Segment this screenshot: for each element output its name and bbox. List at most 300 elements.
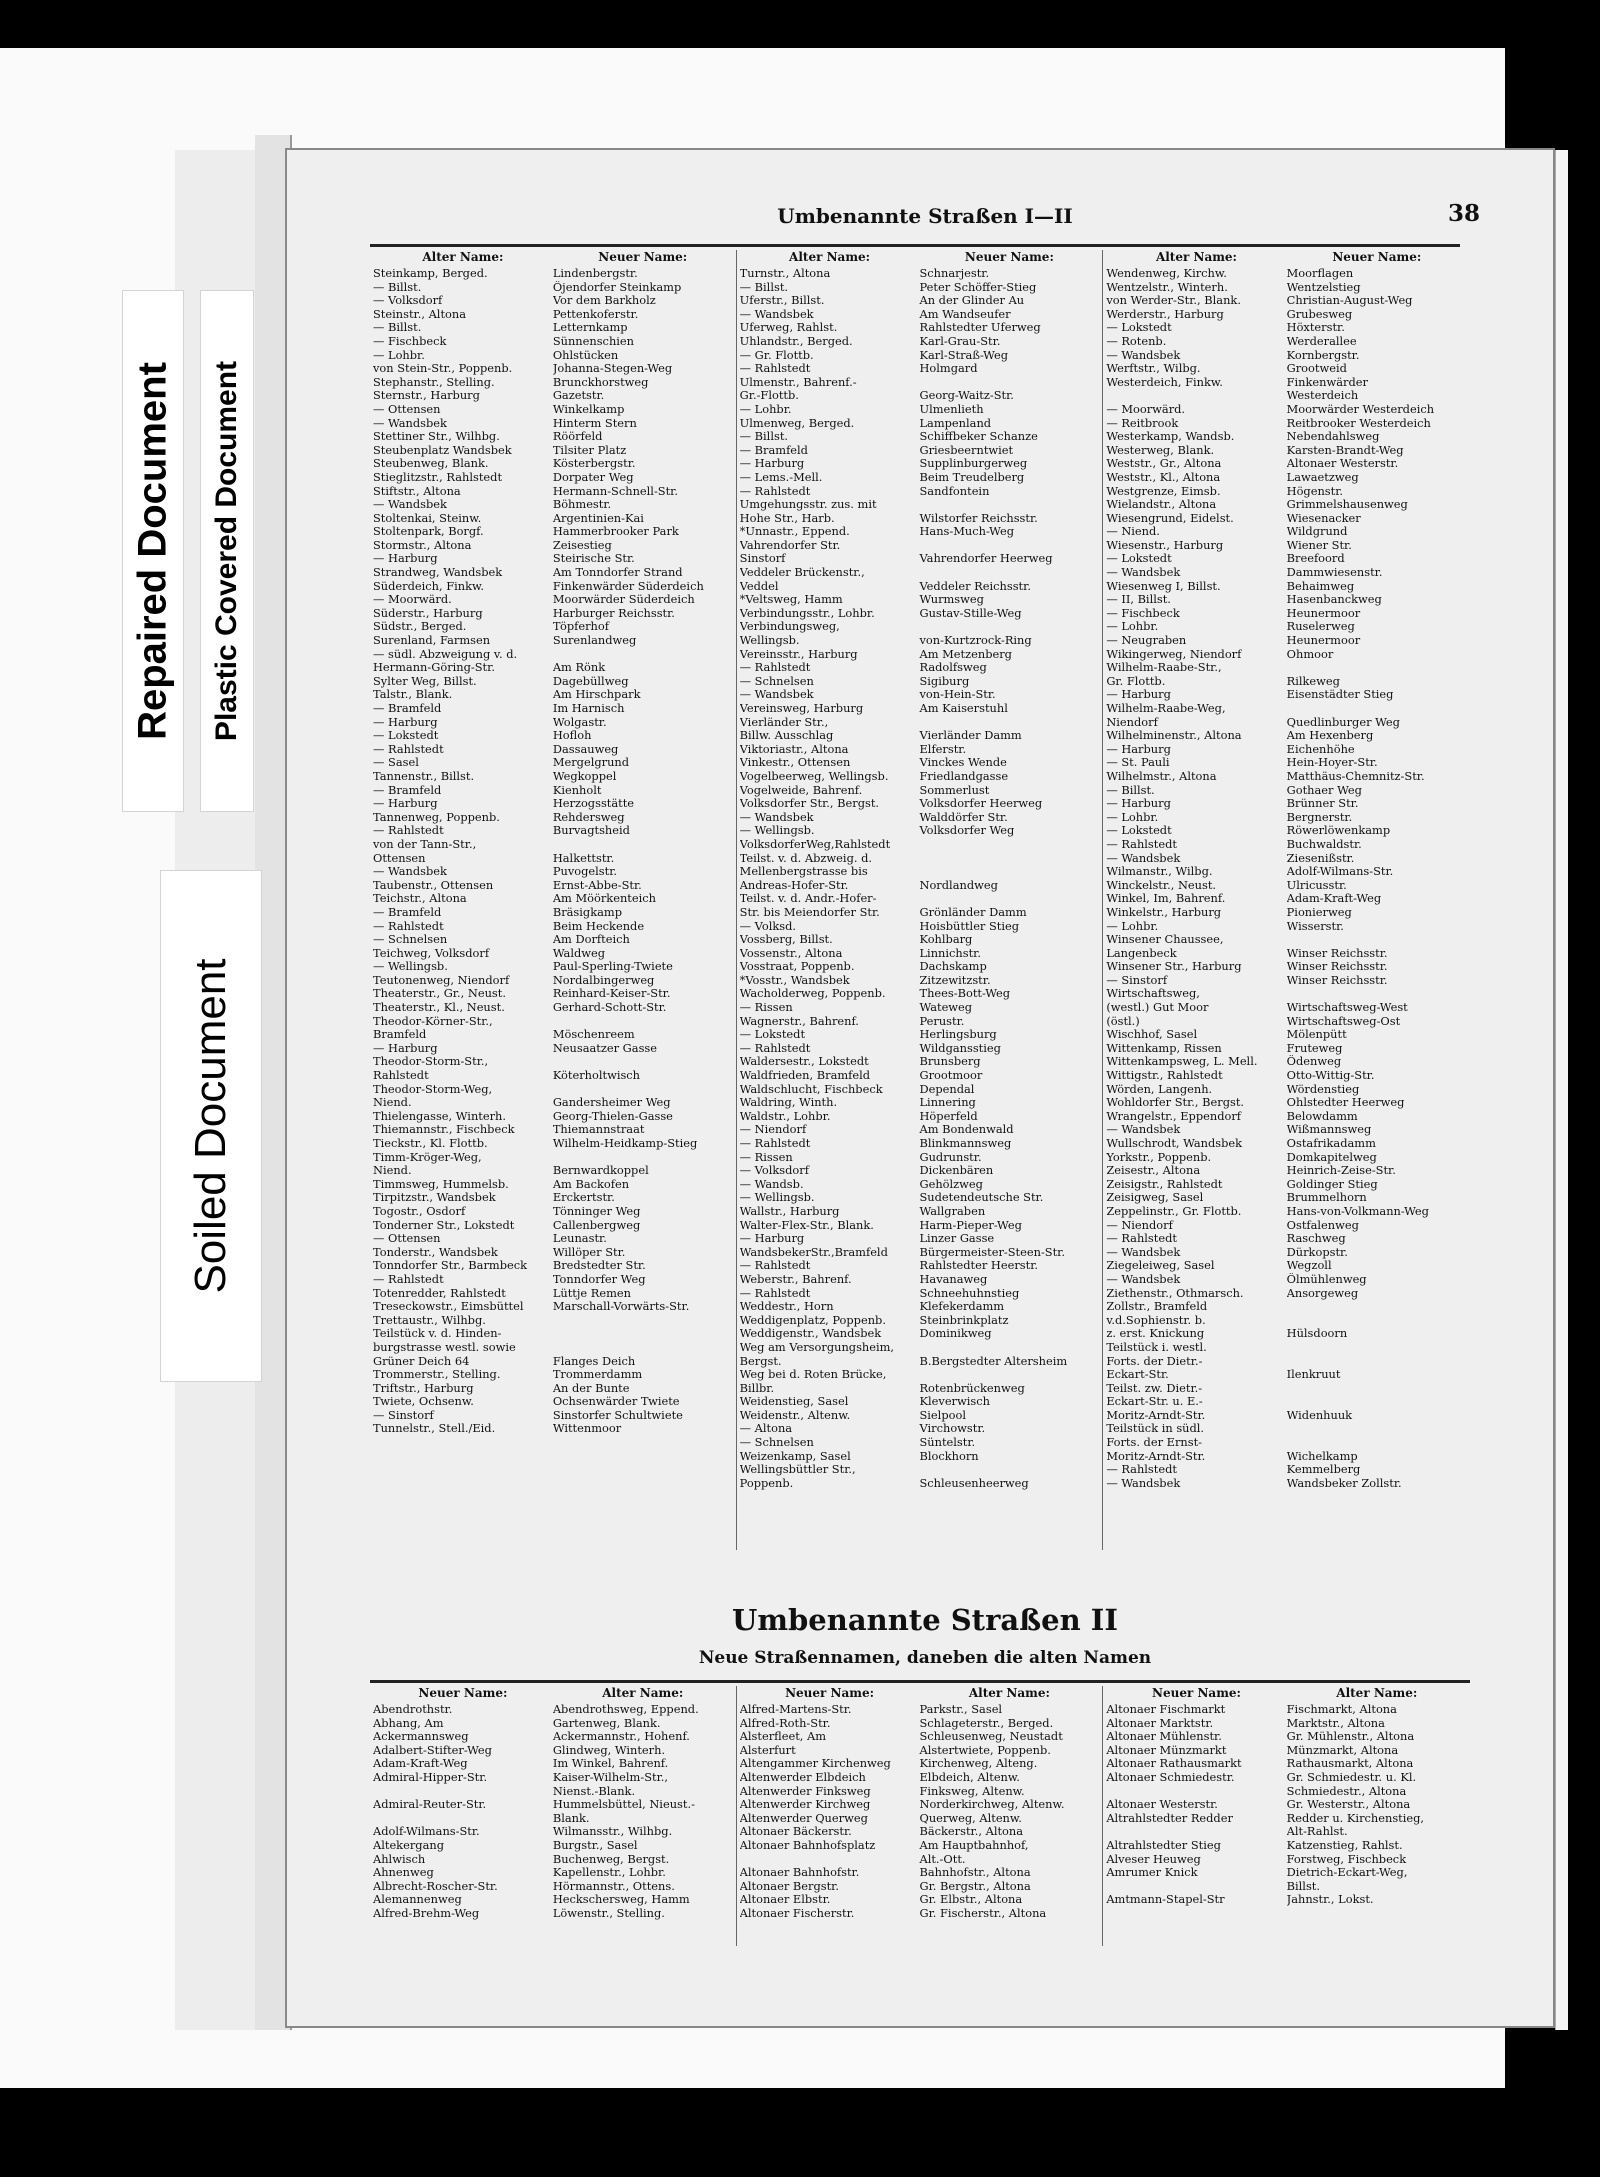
street-row <box>740 566 1100 580</box>
street-row <box>373 1382 733 1396</box>
street-name-first: Rahlstedt <box>373 1069 429 1083</box>
street-name-first: Wagnerstr., Bahrenf. <box>739 1014 859 1028</box>
street-row <box>1106 1355 1467 1369</box>
street-name-first: — Rissen <box>739 1150 793 1164</box>
street-row <box>740 1771 1100 1785</box>
street-row <box>740 702 1100 716</box>
street-row <box>373 1259 733 1273</box>
street-row <box>373 824 733 838</box>
street-name-second: Karl-Grau-Str. <box>919 334 1001 348</box>
street-name-second: Beim Treudelberg <box>919 470 1025 484</box>
street-row <box>373 1785 733 1799</box>
street-row <box>373 1015 733 1029</box>
street-name-second: Bräsigkamp <box>552 905 623 919</box>
street-name-first: *Unnastr., Eppend. <box>739 525 850 539</box>
street-name-second: Nienst.-Blank. <box>552 1784 636 1798</box>
street-name-first: Strandweg, Wandsbek <box>373 566 503 580</box>
street-name-first: Tunnelstr., Stell./Eid. <box>373 1422 496 1436</box>
street-name-first: WandsbekerStr.,Bramfeld <box>739 1245 888 1259</box>
street-row <box>740 457 1100 471</box>
street-row <box>373 580 733 594</box>
street-row <box>740 1327 1100 1341</box>
street-name-second <box>919 1463 1099 1477</box>
street-row <box>373 362 733 376</box>
street-name-first: — Altona <box>739 1422 793 1436</box>
street-row <box>373 987 733 1001</box>
street-name-second: Ödenweg <box>1286 1055 1342 1069</box>
street-name-second: Böhmestr. <box>552 498 612 512</box>
street-name-first: Wiesenstr., Harburg <box>1106 538 1224 552</box>
header-first: Alter Name: <box>422 250 504 264</box>
street-name-second: Wallgraben <box>919 1204 986 1218</box>
street-name-first: Waldschlucht, Fischbeck <box>739 1082 883 1096</box>
street-name-second: Wateweg <box>919 1001 973 1015</box>
street-name-first: Wikingerweg, Niendorf <box>1106 647 1242 661</box>
street-row <box>373 865 733 879</box>
street-row <box>1106 920 1467 934</box>
street-name-first: — Rissen <box>739 1001 793 1015</box>
street-name-second: Rahlstedter Heerstr. <box>919 1259 1039 1273</box>
street-name-first: Wrangelstr., Eppendorf <box>1106 1109 1242 1123</box>
street-row <box>1106 1463 1467 1477</box>
street-name-second: Erckertstr. <box>552 1191 615 1205</box>
street-name-first <box>1106 1785 1286 1799</box>
street-row <box>373 321 733 335</box>
street-row <box>373 716 733 730</box>
street-name-first: Weidenstieg, Sasel <box>739 1395 849 1409</box>
street-name-first: von Werder-Str., Blank. <box>1106 294 1241 308</box>
street-name-second: Löwenstr., Stelling. <box>552 1906 665 1920</box>
street-name-first: burgstrasse westl. sowie <box>373 1340 516 1354</box>
street-row <box>1106 1409 1467 1423</box>
street-row <box>740 838 1100 852</box>
street-name-second: Beim Heckende <box>552 919 645 933</box>
street-name-second: Brunckhorstweg <box>552 375 649 389</box>
street-name-first: — Rahlstedt <box>373 742 444 756</box>
street-name-first: Altenwerder Kirchweg <box>739 1798 871 1812</box>
street-row <box>1106 648 1467 662</box>
street-name-first: — Neugraben <box>1106 634 1187 648</box>
street-row <box>1106 281 1467 295</box>
street-row <box>373 1287 733 1301</box>
street-name-second: Gartenweg, Blank. <box>552 1716 661 1730</box>
street-name-first: — Lems.-Mell. <box>739 470 823 484</box>
street-row <box>373 675 733 689</box>
street-name-first: — Wandsbek <box>739 307 814 321</box>
street-name-first: Weizenkamp, Sasel <box>739 1449 851 1463</box>
street-name-first: — Schnelsen <box>373 933 448 947</box>
street-row <box>740 321 1100 335</box>
street-name-first: — Bramfeld <box>373 702 442 715</box>
street-row <box>740 1069 1100 1083</box>
street-name-first: Wiesenweg I, Billst. <box>1106 579 1221 593</box>
street-name-second <box>553 648 733 662</box>
street-name-second: Nordlandweg <box>919 878 998 892</box>
street-name-second: Wegzoll <box>1286 1259 1332 1273</box>
street-name-first: (westl.) Gut Moor <box>1106 1001 1209 1015</box>
street-name-second <box>1287 1355 1467 1369</box>
street-row <box>740 1110 1100 1124</box>
street-name-second <box>1287 933 1467 947</box>
street-name-first: Stormstr., Altona <box>373 538 472 552</box>
street-name-second: Grönländer Damm <box>919 905 1027 919</box>
street-row <box>1106 892 1467 906</box>
street-row <box>1106 865 1467 879</box>
street-name-first: — Harburg <box>1106 742 1171 756</box>
street-row <box>740 1853 1100 1867</box>
street-name-second <box>1287 1422 1467 1436</box>
street-row <box>740 593 1100 607</box>
street-name-second: Rehdersweg <box>552 810 625 824</box>
street-name-first <box>740 1853 920 1867</box>
street-name-second: Am Kaiserstuhl <box>919 702 1008 715</box>
street-name-first: *Veltsweg, Hamm <box>739 593 843 607</box>
column-2 <box>737 1686 1104 1946</box>
street-row <box>740 1042 1100 1056</box>
street-name-first: Altonaer Bahnhofstr. <box>739 1866 860 1880</box>
street-name-first: — Wellingsb. <box>739 824 815 838</box>
street-row <box>373 593 733 607</box>
street-name-first: Weddigenplatz, Poppenb. <box>739 1313 886 1327</box>
street-name-second: Parkstr., Sasel <box>919 1703 1003 1716</box>
street-name-first: — Wandsbek <box>739 810 814 824</box>
street-name-second <box>919 566 1099 580</box>
street-name-first: Sylter Weg, Billst. <box>373 674 477 688</box>
street-name-second: Rotenbrückenweg <box>919 1381 1025 1395</box>
street-name-first: Wilhelm-Raabe-Str., <box>1106 661 1222 675</box>
street-name-first: Wendenweg, Kirchw. <box>1106 267 1227 280</box>
street-name-first: Westerweg, Blank. <box>1106 443 1215 457</box>
street-name-second: Ostafrikadamm <box>1286 1137 1376 1150</box>
street-name-second: Gr. Westerstr., Altona <box>1286 1798 1411 1812</box>
street-row <box>373 498 733 512</box>
street-name-first: — Fischbeck <box>1106 606 1180 620</box>
street-row <box>373 729 733 743</box>
street-name-first: Winckelstr., Neust. <box>1106 878 1217 892</box>
street-name-first: Grüner Deich 64 <box>373 1354 470 1368</box>
street-name-second <box>919 539 1099 553</box>
street-name-first: Forts. der Ernst- <box>1106 1436 1203 1450</box>
street-name-first: Altonaer Marktstr. <box>1106 1716 1214 1730</box>
street-name-second: Tonndorfer Weg <box>552 1272 646 1286</box>
street-row <box>1106 580 1467 594</box>
street-name-second: Virchowstr. <box>919 1422 986 1436</box>
street-name-first: Steinkamp, Berged. <box>373 267 488 280</box>
street-name-first: Sternstr., Harburg <box>373 389 480 403</box>
street-name-first: von der Tann-Str., <box>373 837 477 851</box>
street-name-first: Trommerstr., Stelling. <box>373 1368 501 1382</box>
street-row <box>1106 756 1467 770</box>
street-name-second: Argentinien-Kai <box>552 511 644 525</box>
street-name-first: Uferstr., Billst. <box>739 294 825 308</box>
street-row <box>740 688 1100 702</box>
header-first: Neuer Name: <box>785 1686 875 1700</box>
street-row <box>1106 1866 1467 1880</box>
street-row <box>373 539 733 553</box>
street-name-first: — Lokstedt <box>1106 824 1172 838</box>
street-name-first: — Lokstedt <box>1106 321 1172 335</box>
street-row <box>373 620 733 634</box>
street-name-second: Hinterm Stern <box>552 416 637 430</box>
street-name-second: Westerdeich <box>1286 389 1359 403</box>
street-name-first: (östl.) <box>1106 1014 1140 1028</box>
street-name-second: Dorpater Weg <box>552 470 634 484</box>
street-row <box>740 811 1100 825</box>
street-name-second: Forstweg, Fischbeck <box>1286 1852 1407 1866</box>
header-first: Alter Name: <box>789 250 871 264</box>
street-row <box>373 1798 733 1812</box>
street-row <box>1106 1191 1467 1205</box>
street-row <box>373 1137 733 1151</box>
street-name-first: — Harburg <box>373 552 438 566</box>
street-row <box>740 1812 1100 1826</box>
street-name-first: Wilhelm-Raabe-Weg, <box>1106 702 1226 715</box>
street-name-second: Georg-Thielen-Gasse <box>552 1109 673 1123</box>
street-name-second: Moorflagen <box>1286 267 1354 280</box>
street-row <box>373 702 733 716</box>
street-name-first: Tirpitzstr., Wandsbek <box>373 1191 496 1205</box>
street-name-first: Weg bei d. Roten Brücke, <box>739 1368 887 1382</box>
street-name-second: Gerhard-Schott-Str. <box>552 1001 667 1015</box>
street-row <box>740 1893 1100 1907</box>
street-row <box>1106 308 1467 322</box>
street-name-second: Gudrunstr. <box>919 1150 982 1164</box>
street-name-second: Lampenland <box>919 416 992 430</box>
street-name-first: Waldersestr., Lokstedt <box>739 1055 869 1069</box>
street-name-second: Quedlinburger Weg <box>1286 715 1400 729</box>
street-row <box>373 335 733 349</box>
street-row <box>740 1300 1100 1314</box>
street-row <box>740 1083 1100 1097</box>
street-row <box>1106 702 1467 716</box>
street-row <box>1106 444 1467 458</box>
street-row <box>373 1825 733 1839</box>
street-name-first: — Rahlstedt <box>739 1286 811 1300</box>
column-header <box>740 1686 1100 1700</box>
street-row <box>1106 1853 1467 1867</box>
street-name-second: Friedlandgasse <box>919 769 1009 783</box>
street-name-first: Surenland, Farmsen <box>373 634 491 648</box>
street-name-first: Twiete, Ochsenw. <box>373 1395 474 1409</box>
street-row <box>1106 1477 1467 1491</box>
street-name-second: Mölenpütt <box>1286 1028 1347 1042</box>
street-name-second: Wolgastr. <box>552 715 607 729</box>
street-name-second: Herzogsstätte <box>552 797 635 811</box>
street-row <box>1106 852 1467 866</box>
street-row <box>740 1151 1100 1165</box>
street-row <box>740 1028 1100 1042</box>
street-name-first: — Lohbr. <box>373 348 425 362</box>
street-name-first <box>1106 389 1286 403</box>
street-row <box>740 824 1100 838</box>
street-row <box>740 267 1100 281</box>
street-name-second: Ackermannstr., Hohenf. <box>552 1730 690 1744</box>
street-row <box>740 1703 1100 1717</box>
street-name-second: Wurmsweg <box>919 593 984 607</box>
street-name-first: — II, Billst. <box>1106 593 1171 607</box>
street-name-second: Gazetstr. <box>552 389 605 403</box>
street-row <box>373 1219 733 1233</box>
street-name-second <box>1287 1382 1467 1396</box>
street-row <box>373 389 733 403</box>
street-row <box>1106 566 1467 580</box>
street-row <box>373 281 733 295</box>
street-name-first: Winkelstr., Harburg <box>1106 905 1222 919</box>
street-name-first: — Wandsbek <box>1106 851 1181 865</box>
street-row <box>740 1409 1100 1423</box>
street-row <box>740 1259 1100 1273</box>
street-row <box>373 770 733 784</box>
street-name-first: Weststr., Gr., Altona <box>1106 457 1222 471</box>
street-name-second <box>919 498 1099 512</box>
street-name-first: Altonaer Elbstr. <box>739 1893 831 1907</box>
column-3 <box>1103 250 1470 1550</box>
street-row <box>1106 879 1467 893</box>
street-name-first: Uferweg, Rahlst. <box>739 321 838 335</box>
street-row <box>373 906 733 920</box>
street-row <box>1106 974 1467 988</box>
street-name-first: — Rahlstedt <box>373 919 444 933</box>
street-row <box>740 294 1100 308</box>
street-row <box>1106 960 1467 974</box>
street-row <box>1106 729 1467 743</box>
street-name-first: Vosstraat, Poppenb. <box>739 960 855 974</box>
street-name-second: Grubesweg <box>1286 307 1353 321</box>
street-row <box>740 498 1100 512</box>
street-row <box>1106 294 1467 308</box>
street-row <box>373 1069 733 1083</box>
street-name-second: Halkettstr. <box>552 851 615 865</box>
street-row <box>1106 1055 1467 1069</box>
street-row <box>740 1096 1100 1110</box>
street-name-first: Ulmenweg, Berged. <box>739 416 855 430</box>
street-name-first: Turnstr., Altona <box>739 267 831 280</box>
street-name-first: Wentzelstr., Winterh. <box>1106 280 1228 294</box>
street-name-second: Vierländer Damm <box>919 729 1022 743</box>
street-name-first: Niend. <box>373 1164 412 1178</box>
street-name-second: Rahlstedter Uferweg <box>919 321 1041 335</box>
street-row <box>740 1436 1100 1450</box>
street-name-second: Thiemannstraat <box>552 1123 645 1137</box>
street-row <box>373 1273 733 1287</box>
street-name-second: Schmiedestr., Altona <box>1286 1784 1407 1798</box>
street-name-first: von Stein-Str., Poppenb. <box>373 362 513 376</box>
plastic-covered-label <box>200 290 254 812</box>
street-name-second: Linzer Gasse <box>919 1232 995 1246</box>
street-row <box>1106 593 1467 607</box>
street-row <box>373 1907 733 1921</box>
street-name-second: Hummelsbüttel, Nieust.- <box>552 1798 695 1812</box>
street-name-second: Wördenstieg <box>1286 1082 1360 1096</box>
street-name-first: Altenwerder Elbdeich <box>739 1770 866 1784</box>
street-name-second: Gothaer Weg <box>1286 783 1362 797</box>
street-row <box>1106 362 1467 376</box>
street-name-second: Sinstorfer Schultwiete <box>552 1408 683 1422</box>
street-name-first: Thiemannstr., Fischbeck <box>373 1123 515 1137</box>
plastic-covered-text: Plastic Covered Document <box>210 360 243 742</box>
street-name-first: Wacholderweg, Poppenb. <box>739 987 886 1001</box>
street-name-second: Gr. Elbstr., Altona <box>919 1893 1023 1907</box>
header-rule <box>370 244 1460 247</box>
street-name-second: Schneehuhnstieg <box>919 1286 1020 1300</box>
street-name-first: Werderstr., Harburg <box>1106 307 1224 321</box>
street-name-first: Sinstorf <box>739 552 786 566</box>
street-name-second: Hans-Much-Weg <box>919 525 1014 539</box>
header-second: Alter Name: <box>602 1686 684 1700</box>
street-name-second <box>1287 1341 1467 1355</box>
street-name-first: — Sasel <box>373 756 419 770</box>
street-row <box>740 879 1100 893</box>
street-name-first: Adolf-Wilmans-Str. <box>373 1825 480 1839</box>
street-name-second: Radolfsweg <box>919 661 987 675</box>
header-first: Neuer Name: <box>418 1686 508 1700</box>
street-row <box>1106 1287 1467 1301</box>
street-name-second: Katzenstieg, Rahlst. <box>1286 1838 1403 1852</box>
street-row <box>740 634 1100 648</box>
street-row <box>740 1232 1100 1246</box>
street-name-second: Waldweg <box>552 946 606 960</box>
street-row <box>1106 1757 1467 1771</box>
street-row <box>373 1703 733 1717</box>
column-2 <box>737 250 1104 1550</box>
street-name-first: Teichstr., Altona <box>373 892 467 906</box>
street-name-second <box>553 838 733 852</box>
street-row <box>1106 1436 1467 1450</box>
street-name-first: Triftstr., Harburg <box>373 1381 474 1395</box>
street-name-second: Wandsbeker Zollstr. <box>1286 1476 1402 1490</box>
street-name-second: Kösterbergstr. <box>552 457 636 471</box>
street-name-second: Vinckes Wende <box>919 756 1007 770</box>
street-name-second: Winser Reichsstr. <box>1286 946 1388 960</box>
street-name-second: Gr. Mühlenstr., Altona <box>1286 1730 1415 1744</box>
column-header <box>740 250 1100 264</box>
street-row <box>1106 1730 1467 1744</box>
street-name-first <box>1106 1825 1286 1839</box>
street-name-first: Vahrendorfer Str. <box>739 538 841 552</box>
street-name-second: Pionierweg <box>1286 905 1352 919</box>
street-row <box>1106 1893 1467 1907</box>
street-name-first: Moritz-Arndt-Str. <box>1106 1408 1206 1422</box>
street-name-first: Teutonenweg, Niendorf <box>373 973 510 987</box>
street-name-second: Pettenkoferstr. <box>552 307 639 321</box>
street-name-first: Werftstr., Wilbg. <box>1106 362 1201 376</box>
street-name-second: Blinkmannsweg <box>919 1137 1012 1150</box>
street-row <box>373 552 733 566</box>
street-name-second: Perustr. <box>919 1014 965 1028</box>
street-name-first: Westerdeich, Finkw. <box>1106 375 1223 389</box>
street-name-second <box>919 620 1099 634</box>
street-name-first: Walter-Flex-Str., Blank. <box>739 1218 874 1232</box>
street-row <box>1106 321 1467 335</box>
street-name-second: Dassauweg <box>552 742 619 756</box>
street-row <box>1106 1123 1467 1137</box>
street-name-first: — Volksdorf <box>373 294 443 308</box>
street-name-first: Eckart-Str. u. E.- <box>1106 1395 1203 1409</box>
street-row <box>1106 1096 1467 1110</box>
street-row <box>740 933 1100 947</box>
street-row <box>373 430 733 444</box>
street-name-second: Münzmarkt, Altona <box>1286 1743 1399 1757</box>
street-name-second: Dagebüllweg <box>552 674 629 688</box>
street-name-second: Wildgansstieg <box>919 1041 1001 1055</box>
street-name-first: Waldfrieden, Bramfeld <box>739 1069 871 1083</box>
street-name-first: Vinkestr., Ottensen <box>739 756 851 770</box>
street-name-first: Zeisestr., Altona <box>1106 1164 1201 1178</box>
street-row <box>1106 933 1467 947</box>
street-row <box>740 1798 1100 1812</box>
street-name-first: Wörden, Langenh. <box>1106 1082 1213 1096</box>
street-row <box>740 1001 1100 1015</box>
